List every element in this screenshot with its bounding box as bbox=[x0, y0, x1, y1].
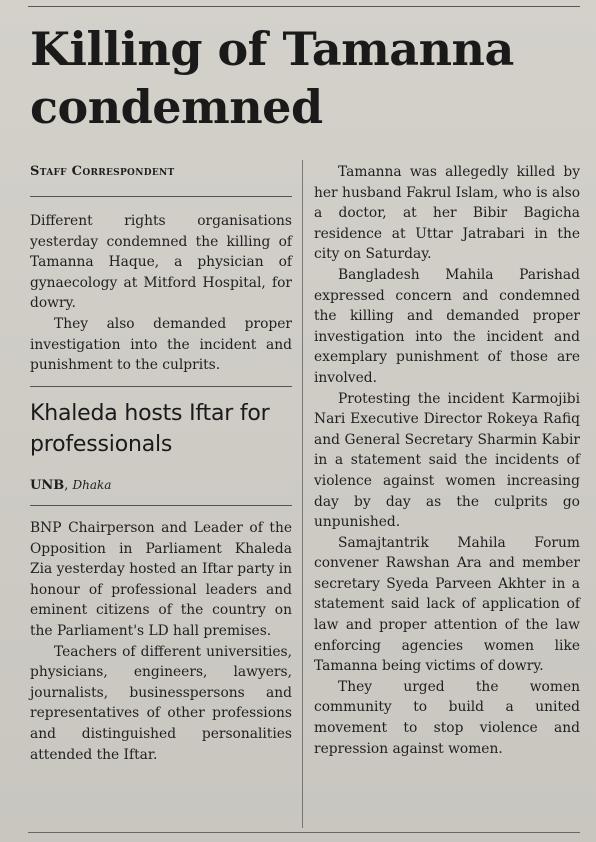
byline-rule bbox=[30, 505, 292, 506]
paragraph: Protesting the incident Karmojibi Nari Executive Director Rokeya Rafiq and General Secretary Sharmin Kabir in a statement said the incidents of violence against women increasing day by day as the culprits go unpunished. bbox=[314, 390, 580, 531]
byline-rule bbox=[30, 196, 292, 197]
article1-left-column bbox=[30, 211, 292, 376]
column-rule bbox=[302, 160, 303, 828]
paragraph: They urged the women community to build a united movement to stop violence and repression against women. bbox=[314, 678, 580, 757]
byline: Staff Correspondent bbox=[30, 164, 175, 179]
byline-unb: UNB, Dhaka bbox=[30, 478, 112, 493]
paragraph: Different rights organisations yesterday condemned the killing of Tamanna Haque, a physician of gynaecology at Mitford Hospital, for dowry. bbox=[30, 213, 292, 312]
paragraph: They also demanded proper investigation into the incident and punishment to the culprits. bbox=[30, 315, 292, 374]
article2-column bbox=[30, 518, 292, 765]
byline-org: UNB bbox=[30, 478, 65, 493]
paragraph: Samajtantrik Mahila Forum convener Rawshan Ara and member secretary Syeda Parveen Akhter in a statement said lack of application of law and proper attention of the law enforcing agencies women like Tamanna being victims of dowry. bbox=[314, 534, 580, 675]
section-divider bbox=[30, 386, 292, 387]
headline: Killing of Tamanna condemned bbox=[30, 22, 514, 134]
paragraph: Teachers of different universities, physicians, engineers, lawyers, journalists, businesspersons and representatives of other professions and distinguished personalities attended the Iftar. bbox=[30, 643, 292, 763]
paragraph: BNP Chairperson and Leader of the Opposition in Parliament Khaleda Zia yesterday hosted an Iftar party in honour of professional leaders and eminent citizens of the country on the Parliament's LD hall premises. bbox=[30, 520, 292, 639]
paragraph: Tamanna was allegedly killed by her husband Fakrul Islam, who is also a doctor, at her Bibir Bagicha residence at Uttar Jatrabari in the city on Saturday. bbox=[314, 164, 580, 263]
sub-headline: Khaleda hosts Iftar for professionals bbox=[30, 401, 270, 457]
top-rule bbox=[28, 6, 580, 7]
byline-place: Dhaka bbox=[72, 478, 112, 492]
bottom-rule bbox=[28, 832, 580, 833]
article1-right-column bbox=[314, 162, 580, 759]
paragraph: Bangladesh Mahila Parishad expressed concern and condemned the killing and demanded proper investigation into the incident and exemplary punishment of those are involved. bbox=[314, 266, 580, 386]
